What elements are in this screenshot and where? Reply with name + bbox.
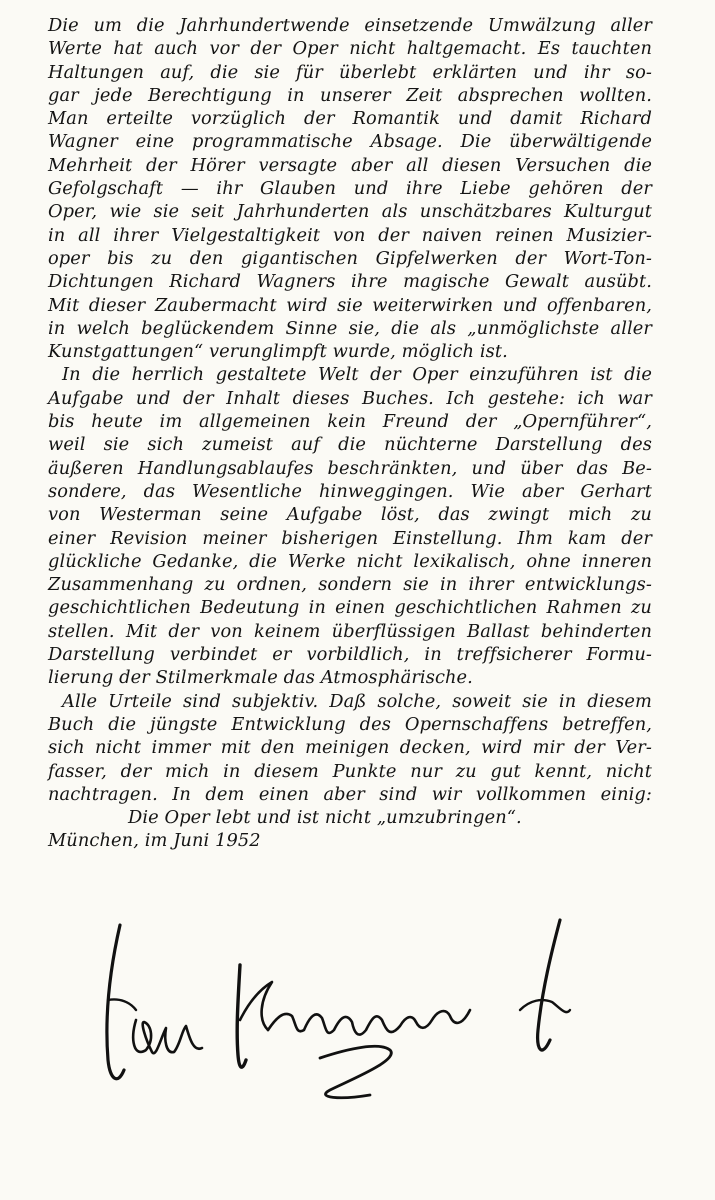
text-line: Wagner eine programmatische Absage. Die überwältigende [48, 131, 652, 153]
text-line: Buch die jüngste Entwicklung des Opernschaffens betreffen, [48, 713, 652, 735]
text-line: in all ihrer Vielgestaltigkeit von der naiven reinen Musizier- [48, 224, 652, 246]
text-line: sondere, das Wesentliche hinweggingen. Wie aber Gerhart [48, 480, 652, 502]
text-line: Dichtungen Richard Wagners ihre magische Gewalt ausübt. [48, 271, 652, 293]
handwritten-signature [90, 890, 610, 1130]
text-line: Haltungen auf, die sie für überlebt erklärten und ihr so- [48, 61, 652, 83]
text-line: stellen. Mit der von keinem überflüssigen Ballast behinderten [48, 620, 652, 642]
text-line: geschichtlichen Bedeutung in einen geschichtlichen Rahmen zu [48, 597, 652, 619]
text-line: Alle Urteile sind subjektiv. Daß solche, soweit sie in diesem [62, 690, 652, 712]
text-line: Kunstgattungen“ verunglimpft wurde, möglich ist. [48, 341, 508, 363]
text-line: oper bis zu den gigantischen Gipfelwerken der Wort-Ton- [48, 247, 652, 269]
place-date: München, im Juni 1952 [48, 830, 261, 852]
text-line: in welch beglückendem Sinne sie, die als „unmöglichste aller [48, 317, 652, 339]
text-line: Mit dieser Zaubermacht wird sie weiterwirken und offenbaren, [48, 294, 652, 316]
text-line: Werte hat auch vor der Oper nicht haltgemacht. Es tauchten [48, 38, 652, 60]
text-line: sich nicht immer mit den meinigen decken, wird mir der Ver- [48, 737, 652, 759]
text-line: gar jede Berechtigung in unserer Zeit absprechen wollten. [48, 84, 652, 106]
text-line: äußeren Handlungsablaufes beschränkten, und über das Be- [48, 457, 652, 479]
text-line: von Westerman seine Aufgabe löst, das zwingt mich zu [48, 504, 652, 526]
text-line: Mehrheit der Hörer versagte aber all diesen Versuchen die [48, 154, 652, 176]
text-line: Die um die Jahrhundertwende einsetzende Umwälzung aller [48, 15, 652, 36]
text-line: nachtragen. In dem einen aber sind wir vollkommen einig: [48, 783, 652, 805]
text-line: Gefolgschaft — ihr Glauben und ihre Liebe gehören der [48, 178, 652, 200]
text-line: Aufgabe und der Inhalt dieses Buches. Ich gestehe: ich war [48, 387, 652, 409]
text-line: einer Revision meiner bisherigen Einstellung. Ihm kam der [48, 527, 652, 549]
foreword-text [48, 14, 652, 853]
text-line: glückliche Gedanke, die Werke nicht lexikalisch, ohne inneren [48, 550, 652, 572]
text-line: In die herrlich gestaltete Welt der Oper einzuführen ist die [62, 364, 652, 386]
text-line: fasser, der mich in diesem Punkte nur zu gut kennt, nicht [48, 760, 652, 782]
text-line: lierung der Stilmerkmale das Atmosphärische. [48, 667, 473, 689]
text-line: Zusammenhang zu ordnen, sondern sie in ihrer entwicklungs- [48, 574, 652, 596]
text-line: Man erteilte vorzüglich der Romantik und damit Richard [48, 108, 652, 130]
closing-line: Die Oper lebt und ist nicht „umzubringen“. [128, 807, 522, 829]
text-line: bis heute im allgemeinen kein Freund der „Opernführer“, [48, 411, 652, 433]
text-line: Oper, wie sie seit Jahrhunderten als unschätzbares Kulturgut [48, 201, 652, 223]
text-line: Darstellung verbindet er vorbildlich, in treffsicherer Formu- [48, 644, 652, 666]
text-line: weil sie sich zumeist auf die nüchterne Darstellung des [48, 434, 652, 456]
